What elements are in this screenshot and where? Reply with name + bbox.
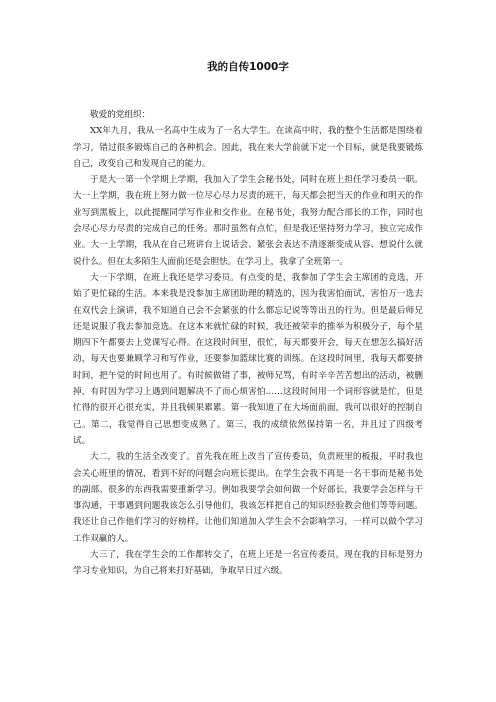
paragraph-2: 于是大一第一个学期上学期，我加入了学生会秘书处，同时在班上担任学习委员一职。大一上学期，我在班上努力做一位尽心尽力尽责的班干，每天都会把当天的作业和明天的作业写到黑板上，以此提醒同学写作业和交作业。在秘书处，我努力配合部长的工作，同时也会尽心尽力尽责的完成自己的任务。那时虽然有点忙，但是我还坚持努力学习，独立完成作业。大一上学期，我从在自己班讲台上说话会、紧张会表达不清逐渐变成从容、想说什么就说什么。但在太多陌生人面前还是会胆怯。在学习上，我拿了全班第一。	[73, 175, 423, 267]
salutation: 敬爱的党组织：	[90, 110, 151, 120]
paragraph-5: 大三了，我在学生会的工作都转交了，在班上还是一名宣传委员。现在我的目标是努力学习专业知识，为自己将来打好基础，争取早日过六级。	[73, 550, 423, 577]
paragraph-3: 大一下学期，在班上我还是学习委员。有点变的是，我参加了学生会主席团的竞选，开始了更忙碌的生活。本来我是没参加主席团助理的精选的，因为我害怕面试，害怕万一选去在双代会上演讲，我不知道自己会不会紧张的什么都忘记说等等出丑的行为。但是最后师兄还是说服了我去参加竞选。在这本来就忙碌的时候，我还被荣幸的推举为积极分子，每个星期四下午都要去上党课写心得。在这段时间里，很忙，每天都要开会，每天在想怎么搞好活动，每天也要兼顾学习和写作业，还要参加篮球比赛的训练。在这段时间里，我每天都要挤时间，把午觉的时间也用了。有时候做错了事，被师兄骂，有时辛辛苦苦想出的活动，被删掉，有时因为学习上遇到问题解决不了而心烦害怕……这段时间用一个词形容就是忙，但是忙得的很开心很充实，并且我顿果累累。第一我知道了在大场面前面，我可以很好的控制自己。第二，我觉得自己思想变成熟了。第三，我的成绩依然保持第一名，并且过了四级考试。	[73, 272, 423, 446]
document-title: 我的自传1000字	[207, 61, 289, 73]
paragraph-1: XX年九月，我从一名高中生成为了一名大学生。在读高中时，我的整个生活都是围绕着学习，错过很多锻炼自己的各种机会。因此，我在来大学前就下定一个目标，就是我要锻炼自己，改变自己和发现自己的能力。	[73, 126, 423, 169]
paragraph-4: 大二，我的生活全改变了。首先我在班上改当了宣传委员，负责班里的板报，平时我也会关心班里的情况，看到不好的问题会向班长提出。在学生会我不再是一名干事而是秘书处的副部。很多的东西我需要重新学习。例如我要学会如何做一个好部长，我要学会怎样与干事沟通，干事遇到问题我该怎么引导他们，我该怎样把自己的知识经验教会他们等等问题。我还让自己作他们学习的好榜样，让他们知道加入学生会不会影响学习，一样可以做个学习工作双赢的人。	[73, 452, 423, 544]
